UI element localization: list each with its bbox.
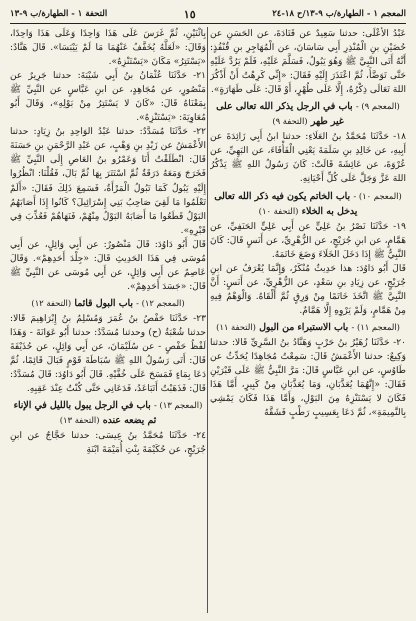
chapter-tuhfa-ref: (التحفة ١٠) <box>258 205 299 216</box>
page-number: ١٥ <box>183 7 196 21</box>
hadith-paragraph: ٢٤- حَدَّثَنَا مُحَمَّدُ بنُ عِيسَى: حدثنا حَجَّاجٌ عن ابنِ جُرَيْجٍ، عن حُكَيْمَةَ بِنْتِ أُمَيْمَةَ ابْنَةِ <box>10 431 206 456</box>
chapter-tuhfa-ref: (التحفة ١٣) <box>59 415 100 426</box>
hadith-paragraph: ٢٣- حَدَّثَنَا حَفْصُ بنُ عُمَرَ وَمُسْلِمُ بنُ إِبْرَاهِيمَ قَالا: حدثنا شُعْبَةُ (ح) وحدثنا مُسَدَّدٌ: حدثنا أَبُو عَوَانَةَ - وَهَذَا لَفْظُ حَفْصٍ - عن سُلَيْمَانَ، عن أَبِي وَائِلٍ، عن حُذَيْفَةَ قَالَ: أَتَى رَسُولُ اللهِ ﷺ سُبَاطَةَ قَوْمٍ فَبَالَ قَائِمًا، ثُمَّ دَعَا بِمَاءٍ فَمَسَحَ عَلَى خُفَّيْهِ. قَالَ أَبُو دَاوُدَ: قَالَ مُسَدَّدٌ: قَالَ: فَذَهَبْتُ أَتَبَاعَدُ، فَدَعَانِي حَتَّى كُنْتُ عِنْدَ عَقِبِهِ. <box>10 313 206 395</box>
hadith-paragraph: ١٩- حَدَّثَنَا نَصْرُ بنُ عَلِيٍّ عن أَبِي عَلِيٍّ الحَنَفِيِّ، عن هَمَّامٍ، عن ابنِ جُرَيْجٍ، عن الزُّهْرِيِّ، عن أَنَسٍ قَالَ: كَانَ النَّبِيُّ ﷺ إِذَا دَخَلَ الخَلَاءَ وَضَعَ خَاتَمَهُ. <box>210 221 406 260</box>
chapter-ref: (المعجم ٩) - <box>355 101 400 112</box>
column-divider <box>207 27 208 613</box>
left-column <box>10 27 206 615</box>
header-left-text: التحفة ١ - الطهارة/ب ٩-١٣ <box>10 9 108 19</box>
page-header <box>10 6 406 22</box>
chapter-ref: (المعجم ١٢) - <box>136 297 185 308</box>
chapter-ref: (المعجم ١١) - <box>351 321 400 332</box>
hadith-paragraph: قَالَ أَبُو دَاوُدَ: قَالَ مَنْصُورٌ: عن أَبِي وَائِلٍ، عن أَبِي مُوسَى فِي هَذَا الحَدِيثِ قَالَ: «جِلْدَ أَحَدِهِمْ». وَقَالَ عَاصِمٌ عن أَبِي وَائِلٍ، عن أَبِي مُوسَى عن النَّبِيِّ ﷺ قَالَ: «جَسَدَ أَحَدِهِمْ». <box>10 239 206 292</box>
chapter-ref: (المعجم ١٣) - <box>153 400 203 411</box>
hadith-paragraph: عَبْدُ الأَعْلَى: حدثنا سَعِيدٌ عن قَتَادَةَ، عن الحَسَنِ عن حُضَيْنِ بنِ الْمُنْذِرِ أَبِي سَاسَانَ، عن الْمُهَاجِرِ بنِ قُنْفُذٍ: أَنَّهُ أَتَى النَّبِيَّ ﷺ وَهُوَ يَبُولُ، فَسَلَّمَ عَلَيْهِ، فَلَمْ يَرُدَّ عَلَيْهِ حَتَّى تَوَضَّأَ، ثُمَّ اعْتَذَرَ إِلَيْهِ فَقَالَ: «إِنِّي كَرِهْتُ أَنْ أَذْكُرَ اللهَ تَعَالَى ذِكْرُهُ، إِلَّا عَلَى طُهْرٍ، أَوْ قَالَ: عَلَى طَهَارَةٍ». <box>210 29 406 96</box>
chapter-tuhfa-ref: (التحفة ١١) <box>216 321 256 332</box>
chapter-heading <box>210 99 406 129</box>
right-column <box>210 27 406 615</box>
header-right-text: المعجم ١ - الطهارة/ب ٩-١٣/ح ١٨-٢٤ <box>272 9 406 19</box>
chapter-tuhfa-ref: (التحفة ٩) <box>272 116 308 127</box>
chapter-title: باب في الرجل يبول بالليل في الإناء ثم يضعه عنده <box>13 400 157 427</box>
chapter-title: باب الخاتم يكون فيه ذكر الله تعالى يدخل به الخلاء <box>214 190 358 217</box>
chapter-tuhfa-ref: (التحفة ١٢) <box>31 297 72 308</box>
hadith-paragraph: ٢٠- حَدَّثَنَا زُهَيْرُ بنُ حَرْبٍ وَهَنَّادُ بنُ السَّرِيِّ قَالا: حدثنا وَكِيعٌ: حدثنا الأَعْمَشُ قَالَ: سَمِعْتُ مُجَاهِدًا يُحَدِّثُ عن طَاوُسٍ، عن ابنِ عَبَّاسٍ قَالَ: مَرَّ النَّبِيُّ ﷺ عَلَى قَبْرَيْنِ فَقَالَ: «إِنَّهُمَا يُعَذَّبَانِ، وَمَا يُعَذَّبَانِ مِنْ كَبِيرٍ، أَمَّا هَذَا فَكَانَ لا يَسْتَنْزِهُ مِنَ البَوْلِ، وَأَمَّا هَذَا فَكَانَ يَمْشِي بِالنَّمِيمَةِ»، ثُمَّ دَعَا بِعَسِيبٍ رَطْبٍ فَشَقَّهُ <box>210 337 406 419</box>
chapter-title: باب البول قائما <box>74 297 133 309</box>
chapter-title: باب في الرجل يذكر الله تعالى على غير طهر <box>216 101 353 128</box>
hadith-paragraph: بِاثْنَيْنِ، ثُمَّ غَرَسَ عَلَى هَذَا وَاحِدًا وَعَلَى هَذَا وَاحِدًا، وَقَالَ: «لَعَلَّهُ يُخَفَّفُ عَنْهُمَا مَا لَمْ يَيْبَسَا». قَالَ هَنَّادٌ: «يَسْتَتِرُ» مَكَانَ «يَسْتَنْزِهُ». <box>10 29 206 68</box>
hadith-paragraph: ٢٢- حَدَّثَنَا مُسَدَّدٌ: حدثنا عَبْدُ الوَاحِدِ بنُ زِيَادٍ: حدثنا الأَعْمَشُ عن زَيْدِ بنِ وَهْبٍ، عن عَبْدِ الرَّحْمَنِ بنِ حَسَنَةَ قَالَ: انْطَلَقْتُ أَنَا وَعَمْرُو بنُ العَاصِ إِلَى النَّبِيِّ ﷺ فَخَرَجَ وَمَعَهُ دَرَقَةٌ ثُمَّ اسْتَتَرَ بِهَا ثُمَّ بَالَ، فَقُلْنَا: انْظُرُوا إِلَيْهِ يَبُولُ كَمَا تَبُولُ الْمَرْأَةُ، فَسَمِعَ ذَلِكَ فَقَالَ: «أَلَمْ تَعْلَمُوا مَا لَقِيَ صَاحِبُ بَنِي إِسْرَائِيلَ؟ كَانُوا إِذَا أَصَابَهُمُ البَوْلُ قَطَعُوا مَا أَصَابَهُ البَوْلُ مِنْهُمْ، فَنَهَاهُمْ فَعُذِّبَ فِي قَبْرِهِ». <box>10 127 206 236</box>
chapter-heading <box>210 189 406 219</box>
chapter-heading <box>10 296 206 311</box>
chapter-heading <box>10 398 206 428</box>
header-rule <box>10 23 406 24</box>
hadith-paragraph: قَالَ أَبُو دَاوُدَ: هذا حَدِيثٌ مُنْكَرٌ، وَإِنَّمَا يُعْرَفُ عن ابنِ جُرَيْجٍ، عن زِيَادِ بنِ سَعْدٍ، عن الزُّهْرِيِّ، عن أَنَسٍ: أَنَّ النَّبِيَّ ﷺ اتَّخَذَ خَاتَمًا مِنْ وَرِقٍ ثُمَّ أَلْقَاهُ. وَالْوَهْمُ فِيهِ مِنْ هَمَّامٍ، وَلَمْ يَرْوِهِ إِلَّا هَمَّامٌ. <box>210 263 406 316</box>
hadith-paragraph: ٢١- حَدَّثَنَا عُثْمَانُ بنُ أَبِي شَيْبَةَ: حدثنا جَرِيرٌ عن مَنْصُورٍ، عن مُجَاهِدٍ، عن ابنِ عَبَّاسٍ عن النَّبِيِّ ﷺ بِمَعْنَاهُ قَالَ: «كَانَ لا يَسْتَتِرُ مِنْ بَوْلِهِ»، وَقَالَ أَبُو مُعَاوِيَةَ: «يَسْتَنْزِهُ». <box>10 71 206 124</box>
chapter-ref: (المعجم ١٠) - <box>353 190 402 201</box>
chapter-heading <box>210 320 406 335</box>
hadith-paragraph: ١٨- حَدَّثَنَا مُحَمَّدُ بنُ العَلَاءِ: حدثنا ابنُ أَبِي زَائِدَةَ عن أَبِيهِ، عن خَالِدِ بنِ سَلَمَةَ يَعْنِي الْفَأْفَاءَ، عن البَهِيِّ، عن عُرْوَةَ، عن عَائِشَةَ قَالَتْ: كَانَ رَسُولُ اللهِ ﷺ يَذْكُرُ اللهَ عَزَّ وَجَلَّ عَلَى كُلِّ أَحْيَانِهِ. <box>210 132 406 185</box>
chapter-title: باب الاستبراء من البول <box>259 321 349 333</box>
